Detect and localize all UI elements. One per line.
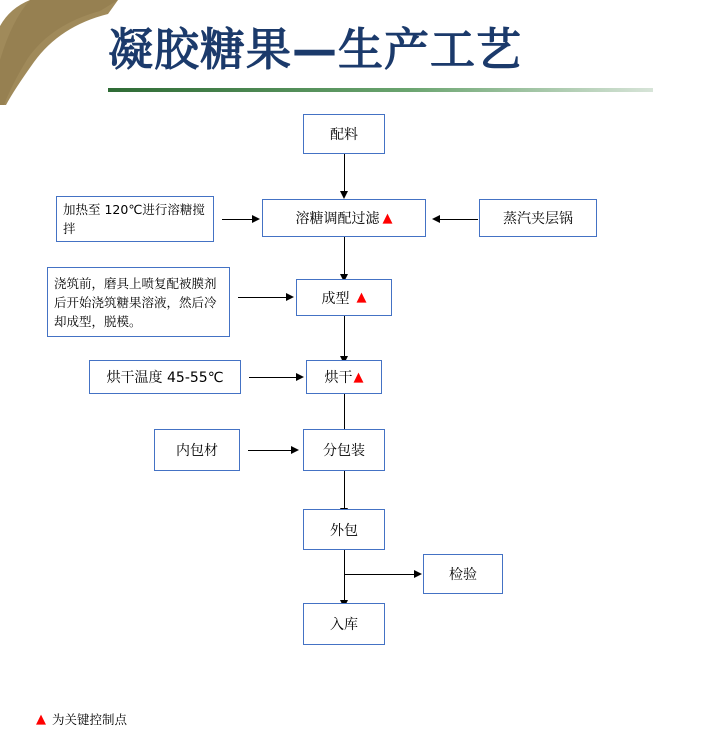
edge-honggan-fenbaozhuang xyxy=(344,394,345,434)
edge-inner-material-fenbaozhuang xyxy=(248,450,293,451)
node-label: 溶糖调配过滤 xyxy=(295,211,380,227)
node-label: 配料 xyxy=(330,127,358,143)
legend-label: 为关键控制点 xyxy=(52,712,128,727)
node-jianyan[interactable] xyxy=(423,554,503,594)
edge-peiliao-rongtang xyxy=(344,154,345,193)
edge-rongtang-chengxing xyxy=(344,237,345,276)
note-label: 烘干温度 45-55℃ xyxy=(106,370,224,386)
note-inner-packaging-material[interactable] xyxy=(154,429,240,471)
edge-waibao-ruku xyxy=(344,550,345,602)
edge-heating-rongtang-arrow xyxy=(252,215,260,223)
node-honggan[interactable] xyxy=(306,360,382,394)
edge-inner-material-fenbaozhuang-arrow xyxy=(291,446,299,454)
node-label: 外包 xyxy=(330,522,358,539)
edge-fenbaozhuang-waibao xyxy=(344,471,345,510)
slide-header xyxy=(0,0,715,105)
node-label: 分包装 xyxy=(323,443,365,459)
edge-heating-rongtang xyxy=(222,219,254,220)
edge-drying-note-honggan xyxy=(249,377,298,378)
edge-waibao-jianyan xyxy=(344,574,416,575)
critical-point-icon: ▲ xyxy=(356,290,367,305)
node-peiliao[interactable] xyxy=(303,114,385,154)
legend xyxy=(36,710,127,728)
edge-peiliao-rongtang-arrow xyxy=(340,191,348,199)
critical-point-icon: ▲ xyxy=(382,210,393,226)
edge-steam-rongtang xyxy=(440,219,478,220)
note-drying-temperature[interactable] xyxy=(89,360,241,394)
edge-waibao-jianyan-arrow xyxy=(414,570,422,578)
edge-steam-rongtang-arrow xyxy=(432,215,440,223)
edge-drying-note-honggan-arrow xyxy=(296,373,304,381)
note-molding-instructions[interactable] xyxy=(47,267,230,337)
node-label: 检验 xyxy=(449,567,477,583)
node-chengxing[interactable] xyxy=(296,279,392,316)
note-steam-jacket-pot[interactable] xyxy=(479,199,597,237)
note-label: 内包材 xyxy=(176,443,218,459)
node-fenbaozhuang[interactable] xyxy=(303,429,385,471)
note-label: 加热至 120℃进行溶糖搅拌 xyxy=(63,202,205,236)
edge-molding-chengxing xyxy=(238,297,288,298)
decorative-swoosh-icon xyxy=(0,0,118,105)
edge-chengxing-honggan xyxy=(344,316,345,358)
note-heating[interactable] xyxy=(56,196,214,242)
critical-point-icon: ▲ xyxy=(353,369,364,385)
note-label: 浇筑前，磨具上喷复配被膜剂后开始浇筑糖果溶液，然后冷却成型，脱模。 xyxy=(54,275,217,329)
node-label: 成型 xyxy=(321,290,350,307)
node-label: 入库 xyxy=(330,617,358,633)
note-label: 蒸汽夹层锅 xyxy=(503,211,573,227)
node-ruku[interactable] xyxy=(303,603,385,645)
edge-molding-chengxing-arrow xyxy=(286,293,294,301)
node-waibao[interactable] xyxy=(303,509,385,550)
node-label: 烘干 xyxy=(324,370,353,386)
critical-point-icon: ▲ xyxy=(36,711,46,727)
page-title: 凝胶糖果—生产工艺 xyxy=(108,23,523,76)
node-rongtang-tiaopei-guolv[interactable] xyxy=(262,199,426,237)
title-underline xyxy=(108,88,653,92)
